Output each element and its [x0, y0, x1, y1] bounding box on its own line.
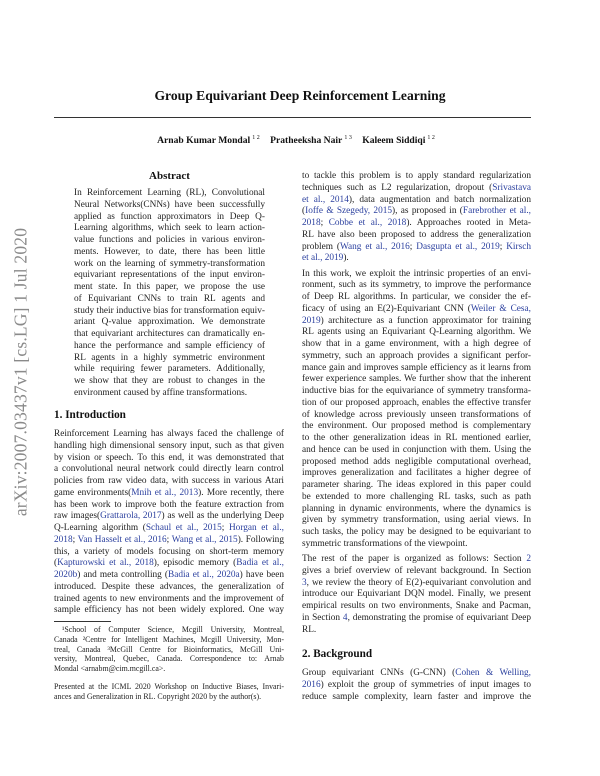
citation-link[interactable]: 4 [342, 612, 348, 623]
text-line [54, 441, 284, 453]
text-span: RL have also been proposed to address the generalization [302, 229, 531, 240]
text-span: applied as function approximators in Deep Q- [74, 211, 265, 222]
text-line [54, 511, 284, 523]
text-span: , demonstrating the promise of equivariant Deep [347, 612, 531, 623]
right-column-body [302, 171, 531, 640]
text-span: introduced. Despite these advances, the generalization of [54, 581, 284, 592]
text-span: The rest of the paper is organized as follows: Section [302, 554, 527, 565]
text-span: RL. [302, 624, 317, 635]
citation-link[interactable]: Schaul et al., 2015 [145, 523, 222, 533]
citation-link[interactable]: Weiler & Cesa, [470, 303, 531, 314]
text-span: RL agents using an Equivariant Q-Learning algorithm. We [302, 327, 531, 338]
text-span: ments. However, to date, there has been little [74, 246, 265, 257]
text-line [54, 594, 284, 606]
text-line [302, 183, 531, 195]
text-span: work on the learning of symmetry-transformation [74, 258, 265, 269]
text-span: treal, Canada ³McGill Centre for Bioinformatics, McGill Uni- [54, 644, 284, 654]
citation-link[interactable]: Cohen & Welling, [455, 668, 532, 678]
text-span: ), data augmentation and batch normalization [348, 194, 531, 205]
arxiv-identifier-stamp: arXiv:2007.03437v1 [cs.LG] 1 Jul 2020 [10, 227, 31, 517]
text-span: raw images( [54, 511, 101, 522]
paragraph [302, 171, 531, 265]
citation-link[interactable]: 2019 [302, 315, 321, 326]
citation-link[interactable]: Badia et al., [236, 558, 284, 569]
text-line [74, 200, 265, 212]
citation-link[interactable]: 3 [302, 577, 307, 588]
text-span: of Deep RL algorithms. In particular, we consider the ef- [302, 292, 531, 303]
text-line [54, 547, 284, 559]
text-line [302, 445, 531, 457]
text-span: ances and Generalization in RL. Copyright 2020 by the author(s). [54, 691, 262, 701]
text-span: ), as proposed in ( [392, 206, 463, 217]
text-line [302, 351, 531, 363]
citation-link[interactable]: Wang et al., 2015 [171, 534, 238, 545]
text-span: Q-Learning algorithm ( [54, 523, 146, 533]
text-span: symmetry, such an approach provides a significant perfor- [302, 350, 531, 361]
text-line [54, 523, 284, 535]
text-span: ) have been [239, 570, 284, 580]
author-list [0, 135, 600, 146]
author-affiliation: 1 2 [252, 135, 260, 141]
text-line [302, 171, 531, 183]
text-span: a convolutional neural network could directly learn control [54, 464, 284, 475]
text-line [54, 605, 284, 617]
text-span: game environments( [54, 487, 132, 498]
text-span: the environment. Our proposed method is complementary [302, 421, 531, 432]
text-span: Learning algorithms, which seek to learn action- [74, 223, 265, 234]
text-line [302, 578, 531, 590]
text-span: ( [302, 206, 306, 217]
citation-link[interactable]: Wang et al., 2016 [339, 241, 410, 252]
text-span: Group equivariant CNNs (G-CNN) ( [302, 668, 456, 678]
text-line [302, 625, 531, 637]
text-line [302, 601, 531, 613]
text-span: proposed method adds negligible computational overhead, [302, 456, 531, 467]
text-span: parameter sharing. The ideas explored in this paper could [302, 480, 531, 491]
text-span: reduce sample complexity, learn faster and improve the [302, 691, 531, 702]
title-rule [54, 117, 531, 118]
text-line [302, 504, 531, 516]
text-line [302, 468, 531, 480]
introduction-heading: 1. Introduction [54, 409, 126, 421]
text-line [302, 269, 531, 281]
text-line [302, 339, 531, 351]
citation-link[interactable]: Grattarola, 2017 [100, 511, 162, 522]
text-span: to the other generalization ideas in RL mentioned earlier, [302, 433, 531, 444]
text-span: planning in dynamic environments, where the dynamics is [302, 503, 531, 514]
citation-link[interactable]: Kapturowski et al., 2018 [57, 558, 154, 569]
text-span: be extended to more challenging RL tasks, such as path [302, 491, 531, 502]
text-span: fewer experience samples. We further show that the inherent [302, 374, 531, 385]
text-span: gives a brief overview of relevant background. In Section [302, 565, 531, 576]
text-span: sample efficiency has not been widely explored. One way [54, 605, 284, 616]
text-span: given by symmetry transformation, using aerial views. In [302, 515, 531, 526]
text-span: this, a variety of models focusing on short-term memory [54, 546, 284, 557]
text-span: ; [72, 534, 78, 545]
text-line [302, 292, 531, 304]
text-span: ; [166, 534, 172, 545]
paragraph [302, 554, 531, 636]
text-line [302, 613, 531, 625]
text-line [74, 270, 265, 282]
author-name: Kaleem Siddiqi [362, 135, 426, 147]
text-span: has been work to improve both the feature extraction from [54, 499, 284, 510]
paragraph [302, 668, 531, 703]
venue-footnote [54, 682, 284, 702]
citation-link[interactable]: et al., 2019 [302, 253, 344, 264]
background-body [302, 668, 531, 707]
text-span: Neural Networks(CNNs) have been successfully [74, 199, 265, 210]
text-span: ariant Q-value approximation. We demonstrate [74, 317, 265, 328]
text-line [54, 464, 284, 476]
text-line [74, 388, 265, 400]
text-span: hance the performance and sample efficiency of [74, 340, 265, 351]
text-span: techniques such as L2 regularization, dropout ( [302, 182, 493, 193]
citation-link[interactable]: 2020b [54, 570, 78, 580]
text-line [74, 223, 265, 235]
author-affiliation: 1 2 [427, 135, 435, 141]
text-line [74, 317, 265, 329]
paper-title: Group Equivariant Deep Reinforcement Learning [154, 88, 446, 103]
text-span: environment caused by affine transformations. [74, 387, 248, 398]
text-span: empirical results on two environments, Snake and Pacman, [302, 601, 531, 612]
background-heading: 2. Background [302, 648, 373, 660]
text-span: of knowledge across previously unseen transformations of [302, 409, 531, 420]
citation-link[interactable]: Ioffe & Szegedy, 2015 [305, 206, 393, 217]
citation-link[interactable]: Srivastava [492, 182, 531, 193]
text-line [302, 386, 531, 398]
text-line [54, 488, 284, 500]
text-span: problem ( [302, 241, 340, 252]
text-line [302, 692, 531, 704]
text-line [302, 421, 531, 433]
text-line [74, 188, 265, 200]
text-span: Presented at the ICML 2020 Workshop on Inductive Biases, Invari- [54, 682, 284, 691]
text-line [54, 453, 284, 465]
text-line [302, 374, 531, 386]
text-span: policies from raw video data, with success in various Atari [54, 476, 284, 486]
text-span: ; [320, 218, 329, 228]
text-line [74, 212, 265, 224]
introduction-body [54, 429, 284, 621]
text-span: ) architecture as a function approximator for training [320, 315, 531, 326]
text-line [74, 341, 265, 353]
text-span: ficacy of using an E(2)-Equivariant CNN ( [302, 303, 471, 314]
text-span: ; [221, 523, 229, 533]
text-span: , we review the theory of E(2)-equivariant convolution and [306, 577, 531, 588]
text-span: we show that they are robust to changes in the [74, 376, 265, 386]
text-line [302, 304, 531, 316]
text-line [302, 457, 531, 469]
paragraph [302, 269, 531, 551]
text-line [54, 692, 284, 702]
affiliation-footnote [54, 625, 284, 674]
text-span: in Section [302, 612, 343, 623]
text-line [302, 527, 531, 539]
text-span: improves generalization and facilitates a higher degree of [302, 468, 531, 479]
text-line [302, 515, 531, 527]
text-span: of Equivariant CNNs to train RL agents and [74, 293, 265, 304]
text-line [54, 664, 284, 674]
author-affiliation: 1 3 [344, 135, 352, 141]
text-line [54, 429, 284, 441]
citation-link[interactable]: Kirsch [506, 241, 531, 252]
citation-link[interactable]: Van Hasselt et al., 2016 [77, 534, 167, 545]
text-line [74, 294, 265, 306]
abstract-body [74, 188, 265, 403]
text-line [302, 668, 531, 680]
text-line [302, 206, 531, 218]
text-line [54, 500, 284, 512]
text-line [74, 235, 265, 247]
citation-link[interactable]: 2016 [302, 679, 321, 690]
text-line [54, 682, 284, 692]
abstract-heading: Abstract [149, 170, 190, 182]
text-line [302, 433, 531, 445]
text-line [54, 625, 284, 635]
text-line [74, 247, 265, 259]
text-line [302, 566, 531, 578]
citation-link[interactable]: Mnih et al., 2013 [131, 487, 199, 498]
text-span: ) as well as the underlying Deep [161, 511, 284, 522]
author-name: Pratheeksha Nair [270, 135, 343, 147]
text-line [302, 218, 531, 230]
text-span: In this work, we exploit the intrinsic properties of an envi- [302, 268, 531, 279]
text-line [302, 327, 531, 339]
text-span: to tackle this problem is to apply standard regularization [302, 171, 531, 181]
text-line [74, 282, 265, 294]
text-span: symmetric transformations of the viewpoint. [302, 538, 468, 549]
text-line [54, 582, 284, 594]
text-line [74, 306, 265, 318]
citation-link[interactable]: Cobbe et al., 2018 [328, 218, 407, 228]
text-span: ¹School of Computer Science, Mcgill University, Montreal, [62, 625, 284, 634]
text-line [74, 329, 265, 341]
text-line [74, 376, 265, 388]
text-span: ). [343, 253, 349, 264]
text-line [54, 645, 284, 655]
text-span: that equivariant architectures can dramatically en- [74, 329, 265, 339]
text-span: ). Approaches rooted in Meta- [406, 218, 531, 228]
text-line [302, 253, 531, 265]
text-line [302, 316, 531, 328]
citation-link[interactable]: Badia et al., 2020a [168, 570, 240, 580]
text-span: Reinforcement Learning has always faced the challenge of [54, 429, 284, 439]
citation-link[interactable]: 2 [526, 554, 531, 565]
text-span: versity, Montreal, Quebec, Canada. Correspondence to: Arnab [54, 654, 284, 664]
text-span: Canada ²Centre for Intelligent Machines, Mcgill University, Mon- [54, 634, 284, 644]
text-span: ronment, such as its symmetry, to improve the performance [302, 280, 531, 291]
text-span: introduce our Equivariant DQN model. Finally, we present [302, 589, 531, 600]
footnote-rule [54, 621, 111, 622]
author-name: Arnab Kumar Mondal [157, 135, 251, 147]
text-span: trained agents to new environments and the improvement of [54, 593, 284, 604]
text-span: by vision or speech. To this end, it was demonstrated that [54, 452, 284, 463]
text-span: handling high dimensional sensory input, such as that given [54, 440, 284, 451]
text-line [302, 680, 531, 692]
text-line [302, 410, 531, 422]
text-span: mance gain and improves sample efficiency as it learns from [302, 362, 531, 373]
citation-link[interactable]: 2018 [302, 218, 321, 228]
text-span: ). Following [237, 534, 284, 545]
text-span: ), episodic memory ( [153, 558, 237, 569]
text-line [302, 363, 531, 375]
text-span: ). More recently, there [198, 487, 284, 498]
text-line [302, 398, 531, 410]
text-line [302, 280, 531, 292]
text-line [302, 230, 531, 242]
text-span: such tasks, the policy may be designed to be equivariant to [302, 527, 531, 538]
text-span: ) exploit the group of symmetries of input images to [320, 679, 531, 690]
citation-link[interactable]: Horgan et al., [228, 523, 284, 533]
text-span: and hence can be used in conjunction with them. Using the [302, 444, 531, 455]
text-line [54, 535, 284, 547]
text-line [302, 554, 531, 566]
text-line [302, 539, 531, 551]
text-span: ; [499, 241, 507, 252]
text-span: Mondal <arnabm@cim.mcgill.ca>. [54, 664, 166, 674]
text-span: tion of our proposed approach, enables the effective transfer [302, 397, 531, 408]
text-line [74, 364, 265, 376]
text-span: value functions and policies in various environ- [74, 235, 265, 245]
text-line [302, 480, 531, 492]
text-span: RL agents in a highly symmetric environment [74, 352, 265, 363]
text-span: study their inductive bias for transformation equiv- [74, 305, 265, 316]
citation-link[interactable]: Farebrother et al., [462, 206, 531, 217]
text-span: ( [54, 558, 58, 569]
text-line [302, 242, 531, 254]
text-line [54, 654, 284, 664]
text-span: ; [409, 241, 417, 252]
text-line [302, 492, 531, 504]
text-line [54, 558, 284, 570]
citation-link[interactable]: Dasgupta et al., 2019 [416, 241, 500, 252]
text-span: ) and meta controlling ( [77, 570, 168, 580]
text-span: equivariant representations of the input environ- [74, 270, 265, 281]
text-span: In Reinforcement Learning (RL), Convolutional [74, 188, 265, 198]
text-line [74, 353, 265, 365]
paragraph [54, 429, 284, 617]
text-span: while requiring fewer parameters. Additionally, [74, 364, 265, 375]
paragraph [74, 188, 265, 400]
citation-link[interactable]: 2018 [54, 534, 73, 545]
text-span: ment state. In this paper, we propose the use [74, 282, 265, 292]
text-line [302, 589, 531, 601]
text-span: inductive bias for the equivariance of symmetry transforma- [302, 386, 531, 397]
text-line [302, 195, 531, 207]
text-span: show that in a game environment, with a high degree of [302, 339, 531, 350]
citation-link[interactable]: et al., 2014 [302, 194, 349, 205]
text-line [54, 570, 284, 582]
text-line [54, 635, 284, 645]
text-line [74, 259, 265, 271]
text-line [54, 476, 284, 488]
